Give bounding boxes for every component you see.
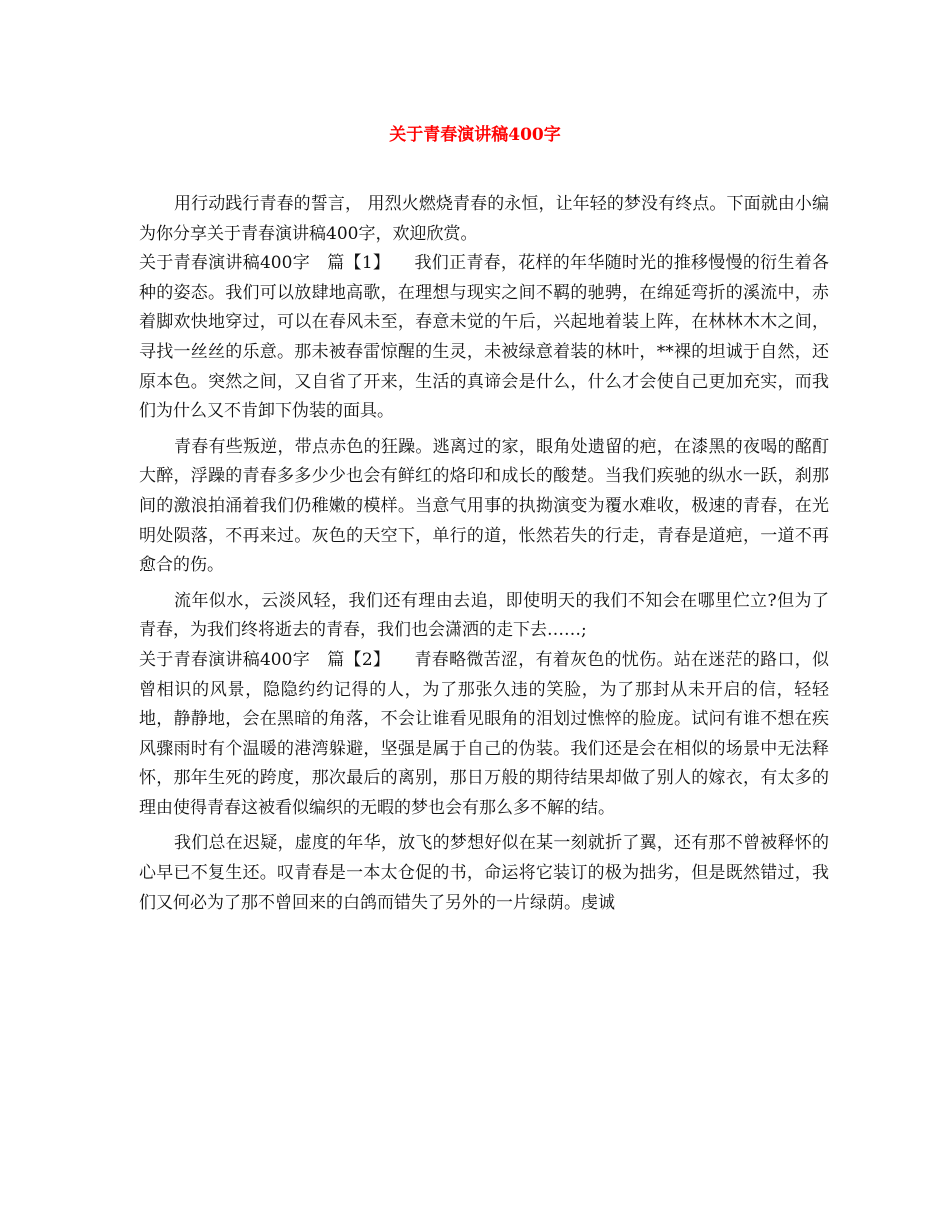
section-1-paragraph-3: 流年似水，云淡风轻，我们还有理由去追，即使明天的我们不知会在哪里伫立?但为了青春，为我们终将逝去的青春，我们也会潇洒的走下去……; [139,590,829,641]
section-1-heading: 关于青春演讲稿400字 篇【1】 [139,253,391,274]
section-2-paragraph-2: 我们总在迟疑，虚度的年华，放飞的梦想好似在某一刻就折了翼，还有那不曾被释怀的心早已不复生还。叹青春是一本太仓促的书，命运将它装订的极为拙劣，但是既然错过，我们又何必为了那不曾回来的白鸽而错失了另外的一片绿荫。虔诚 [139,833,829,913]
document-title: 关于青春演讲稿400字 [389,125,561,145]
section-1-paragraph-2: 青春有些叛逆，带点赤色的狂躁。逃离过的家，眼角处遗留的疤，在漆黑的夜喝的酩酊大醉，浮躁的青春多多少少也会有鲜红的烙印和成长的酸楚。当我们疾驰的纵水一跃，刹那间的激浪拍涌着我们仍稚嫩的模样。当意气用事的执拗演变为覆水难收，极速的青春，在光明处陨落，不再来过。灰色的天空下，单行的道，怅然若失的行走，青春是道疤，一道不再愈合的伤。 [139,436,829,576]
section-2-heading: 关于青春演讲稿400字 篇【2】 [139,649,391,670]
section-2-paragraph-1: 青春略微苦涩，有着灰色的忧伤。站在迷茫的路口，似曾相识的风景，隐隐约约记得的人，为了那张久违的笑脸，为了那封从未开启的信，轻轻地，静静地，会在黑暗的角落，不会让谁看见眼角的泪划过憔悴的脸庞。试问有谁不想在疾风骤雨时有个温暖的港湾躲避，坚强是属于自己的伪装。我们还是会在相似的场景中无法释怀，那年生死的跨度，那次最后的离别，那日万般的期待结果却做了别人的嫁衣，有太多的理由使得青春这被看似编织的无暇的梦也会有那么多不解的结。 [139,649,829,818]
intro-paragraph: 用行动践行青春的誓言， 用烈火燃烧青春的永恒，让年轻的梦没有终点。下面就由小编为你分享关于青春演讲稿400字，欢迎欣赏。 [139,194,829,244]
section-1-first-paragraph [139,249,829,427]
section-2-first-paragraph [139,646,829,824]
document-body [139,190,829,918]
section-1-paragraph-1: 我们正青春，花样的年华随时光的推移慢慢的衍生着各种的姿态。我们可以放肆地高歌，在理想与现实之间不羁的驰骋，在绵延弯折的溪流中，赤着脚欢快地穿过，可以在春风未至，春意未觉的午后，兴起地着装上阵，在林林木木之间，寻找一丝丝的乐意。那未被春雷惊醒的生灵，未被绿意着装的林叶，**裸的坦诚于自然，还原本色。突然之间，又自省了开来，生活的真谛会是什么，什么才会使自己更加充实，而我们为什么又不肯卸下伪装的面具。 [139,253,829,422]
